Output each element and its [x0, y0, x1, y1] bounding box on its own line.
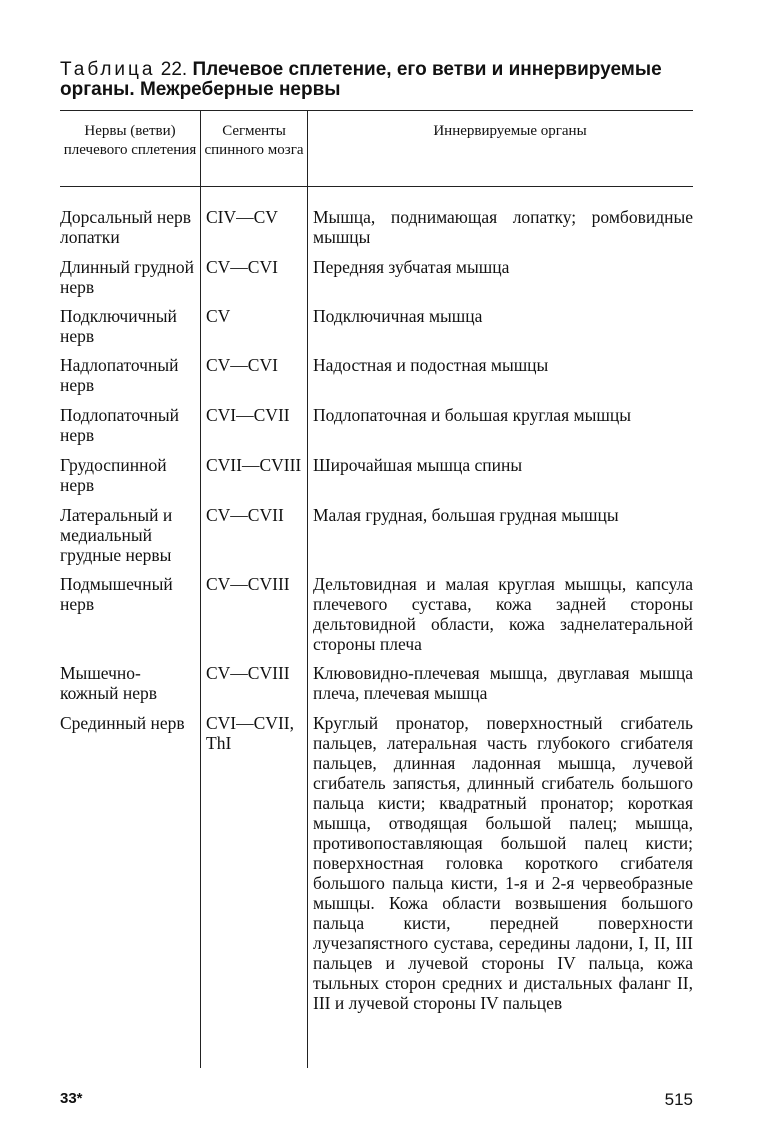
row-organs: Круглый пронатор, поверхностный сгибатель пальцев, латеральная часть глубокого сгибателя пальцев, длинная ладонная мышца, лучевой сгибатель запястья, длинный сгибатель большого пальца кисти; квадратный пронатор; короткая мышца, отводящая большой палец; мышца, противопоставляющая большой палец кисти; поверхностная головка короткого сгибателя большого пальца кисти, 1-я и 2-я червеобразные мышцы. Кожа области возвышения большого пальца кисти, передней поверхности лучезапястного сустава, середины ладони, I, II, III пальцев и лучевой стороны IV пальца, кожа тыльных сторон средних и дистальных фаланг II, III и лучевой стороны IV пальцев	[313, 713, 693, 1013]
row-segments: CV—CVI	[206, 355, 278, 375]
signature-mark: 33*	[60, 1090, 83, 1107]
row-nerve: Срединный нерв	[60, 713, 185, 733]
row-nerve: Латеральный и медиальный грудные нервы	[60, 505, 173, 565]
row-organs: Малая грудная, большая грудная мышцы	[313, 505, 619, 525]
column-divider-2	[307, 110, 308, 1068]
row-organs: Дельтовидная и малая круглая мышцы, капсула плечевого сустава, кожа задней стороны дельтовидной области, кожа заднелатеральной стороны плеча	[313, 574, 693, 654]
row-segments: CIV—CV	[206, 207, 278, 227]
row-nerve: Дорсальный нерв лопатки	[60, 207, 192, 247]
page-number: 515	[664, 1090, 693, 1109]
row-segments: CV—CVIII	[206, 574, 290, 594]
table-title-text: Плечевое сплетение, его ветви и иннервируемые органы. Межреберные нервы	[60, 59, 662, 100]
row-nerve: Грудоспинной нерв	[60, 455, 167, 495]
row-organs: Надостная и подостная мышцы	[313, 355, 549, 375]
row-nerve: Подмышечный нерв	[60, 574, 173, 614]
row-segments: CV—CVI	[206, 257, 278, 277]
row-organs: Подключичная мышца	[313, 306, 483, 326]
row-nerve: Надлопаточный нерв	[60, 355, 179, 395]
row-nerve: Длинный грудной нерв	[60, 257, 194, 297]
row-organs: Клювовидно-плечевая мышца, двуглавая мышца плеча, плечевая мышца	[313, 663, 693, 703]
row-segments: CV—CVII	[206, 505, 284, 525]
row-nerve: Подлопаточный нерв	[60, 405, 179, 445]
row-nerve: Подключичный нерв	[60, 306, 177, 346]
row-segments: CVI—CVII	[206, 405, 290, 425]
header-nerves: Нервы (ветви) плечевого сплетения	[63, 123, 197, 158]
header-segments: Сегменты спинного мозга	[204, 123, 304, 158]
header-organs: Иннервируемые органы	[433, 123, 587, 139]
row-organs: Передняя зубчатая мышца	[313, 257, 510, 277]
row-organs: Подлопаточная и большая круглая мышцы	[313, 405, 631, 425]
table-number: 22.	[160, 59, 188, 80]
row-organs: Мышца, поднимающая лопатку; ромбовидные мышцы	[313, 207, 693, 247]
column-divider-1	[200, 110, 201, 1068]
row-organs: Широчайшая мышца спины	[313, 455, 523, 475]
header-rule	[60, 186, 693, 187]
row-nerve: Мышечно-кожный нерв	[60, 663, 158, 703]
table-label: Таблица	[60, 59, 156, 80]
table-title	[60, 60, 700, 100]
top-rule	[60, 110, 693, 111]
row-segments: CVI—CVII, ThI	[206, 713, 294, 753]
row-segments: CV	[206, 306, 231, 326]
row-segments: CV—CVIII	[206, 663, 290, 683]
row-segments: CVII—CVIII	[206, 455, 302, 475]
